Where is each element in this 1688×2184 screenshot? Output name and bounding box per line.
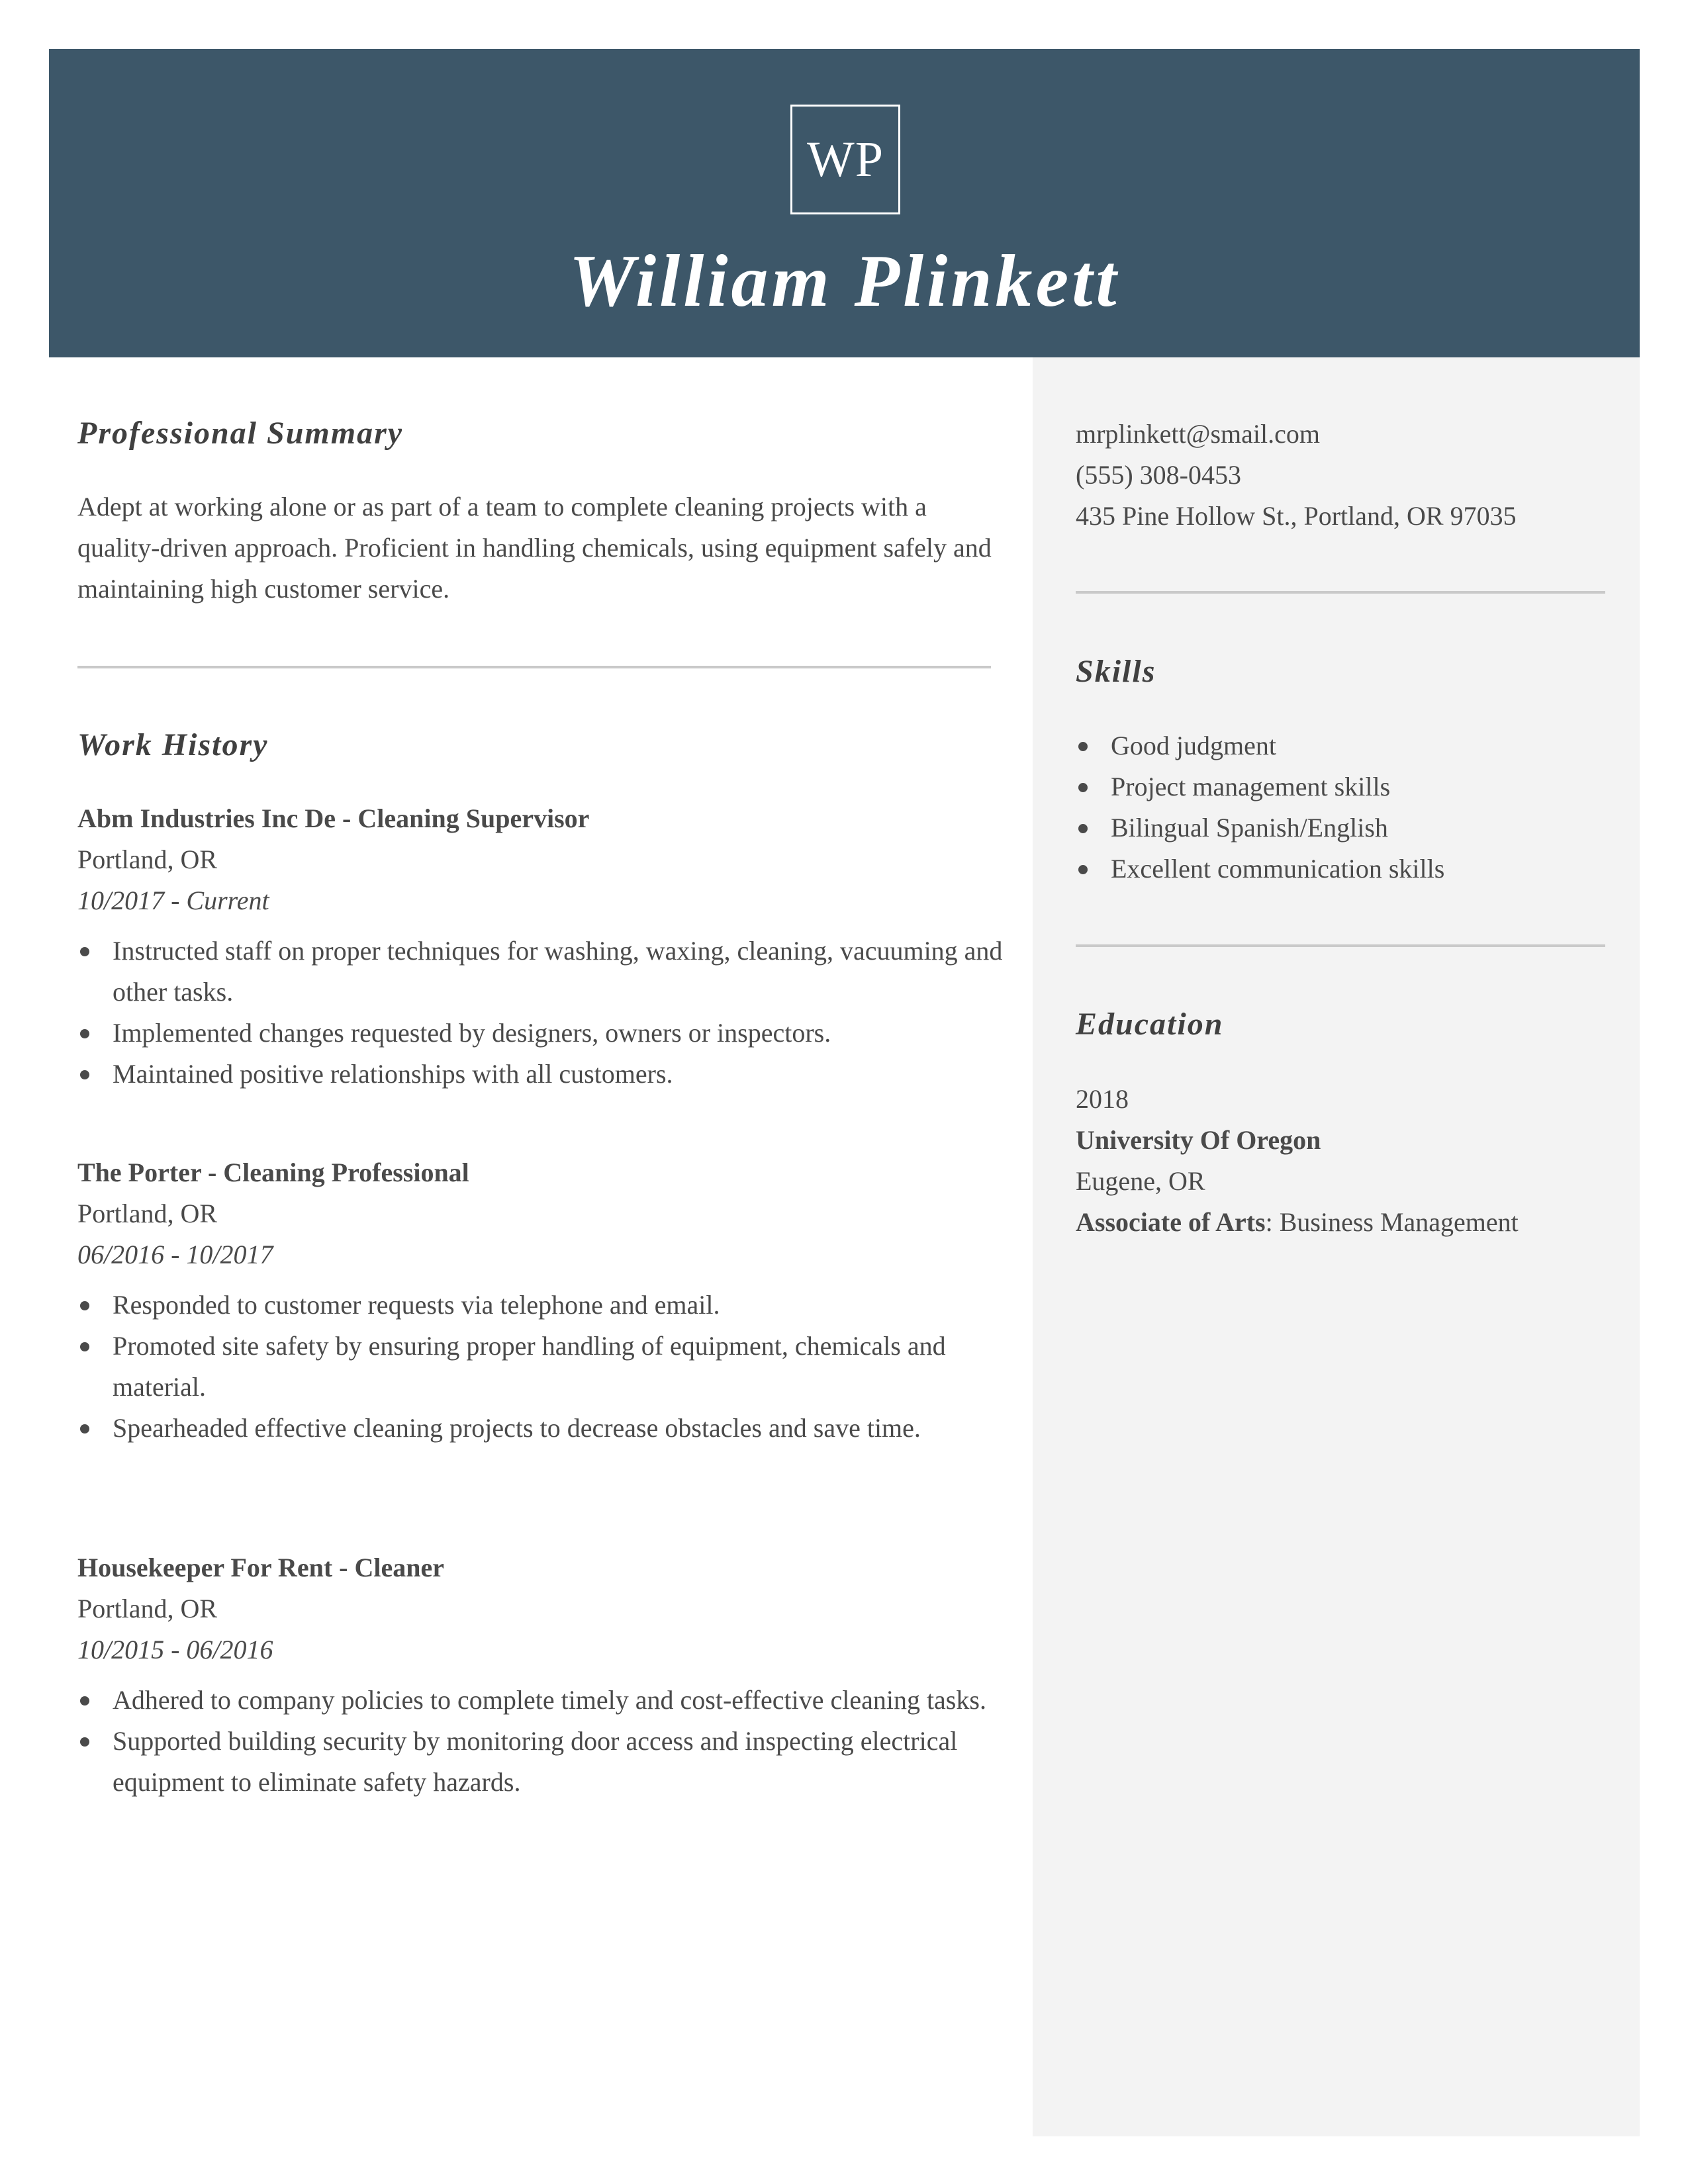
- job-entry: [77, 1547, 1004, 1803]
- summary-heading: Professional Summary: [77, 416, 404, 451]
- education-location: Eugene, OR: [1076, 1166, 1205, 1196]
- summary-text: Adept at working alone or as part of a team to complete cleaning projects with a quality-driven approach. Proficient in handling chemicals, using equipment safely and maintaining high customer service.: [77, 492, 992, 604]
- contact-phone: (555) 308-0453: [1076, 460, 1241, 490]
- education-heading: Education: [1076, 1007, 1224, 1042]
- skill-item: Excellent communication skills: [1076, 848, 1605, 889]
- job-bullet: Maintained positive relationships with all customers.: [77, 1054, 1004, 1095]
- job-location: Portland, OR: [77, 844, 218, 874]
- job-bullets: [77, 931, 1004, 1095]
- education-degree-line: [1076, 1202, 1605, 1243]
- sidebar: [1033, 357, 1640, 2136]
- candidate-name: William Plinkett: [569, 240, 1120, 322]
- job-bullets: [77, 1285, 1004, 1449]
- job-dates: 10/2017 - Current: [77, 886, 269, 915]
- job-title: Housekeeper For Rent - Cleaner: [77, 1553, 444, 1582]
- education-degree: Associate of Arts: [1076, 1207, 1266, 1237]
- skills-heading: Skills: [1076, 654, 1156, 689]
- contact-divider: [1076, 591, 1605, 594]
- job-bullet: Responded to customer requests via telephone and email.: [77, 1285, 1004, 1326]
- job-entry: [77, 798, 1004, 1095]
- education-year: 2018: [1076, 1084, 1129, 1114]
- job-bullet: Spearheaded effective cleaning projects to decrease obstacles and save time.: [77, 1408, 1004, 1449]
- job-location: Portland, OR: [77, 1199, 218, 1228]
- education-field: Business Management: [1272, 1207, 1519, 1237]
- job-title: The Porter - Cleaning Professional: [77, 1158, 469, 1187]
- skills-divider: [1076, 944, 1605, 947]
- job-location: Portland, OR: [77, 1594, 218, 1623]
- job-bullets: [77, 1680, 1004, 1803]
- education-separator: :: [1265, 1207, 1273, 1237]
- contact-block: [1076, 414, 1605, 537]
- job-dates: 10/2015 - 06/2016: [77, 1635, 273, 1664]
- skill-item: Good judgment: [1076, 725, 1605, 766]
- job-bullet: Instructed staff on proper techniques for washing, waxing, cleaning, vacuuming and other tasks.: [77, 931, 1004, 1013]
- skill-item: Project management skills: [1076, 766, 1605, 807]
- skills-list: [1076, 725, 1605, 889]
- skills-list-container: [1076, 725, 1605, 889]
- job-bullet: Promoted site safety by ensuring proper handling of equipment, chemicals and material.: [77, 1326, 1004, 1408]
- contact-email[interactable]: mrplinkett@smail.com: [1076, 419, 1321, 449]
- job-dates: 06/2016 - 10/2017: [77, 1240, 273, 1269]
- summary-divider: [77, 666, 991, 668]
- job-title: Abm Industries Inc De - Cleaning Supervisor: [77, 803, 590, 833]
- education-block: [1076, 1079, 1605, 1243]
- job-bullet: Supported building security by monitoring door access and inspecting electrical equipment to eliminate safety hazards.: [77, 1721, 1004, 1803]
- skill-item: Bilingual Spanish/English: [1076, 807, 1605, 848]
- job-entry: [77, 1152, 1004, 1449]
- job-bullet: Adhered to company policies to complete timely and cost-effective cleaning tasks.: [77, 1680, 1004, 1721]
- monogram: WP: [790, 105, 900, 214]
- work-history-heading: Work History: [77, 727, 269, 762]
- contact-address: 435 Pine Hollow St., Portland, OR 97035: [1076, 501, 1517, 531]
- job-bullet: Implemented changes requested by designers, owners or inspectors.: [77, 1013, 1004, 1054]
- education-school: University Of Oregon: [1076, 1125, 1321, 1155]
